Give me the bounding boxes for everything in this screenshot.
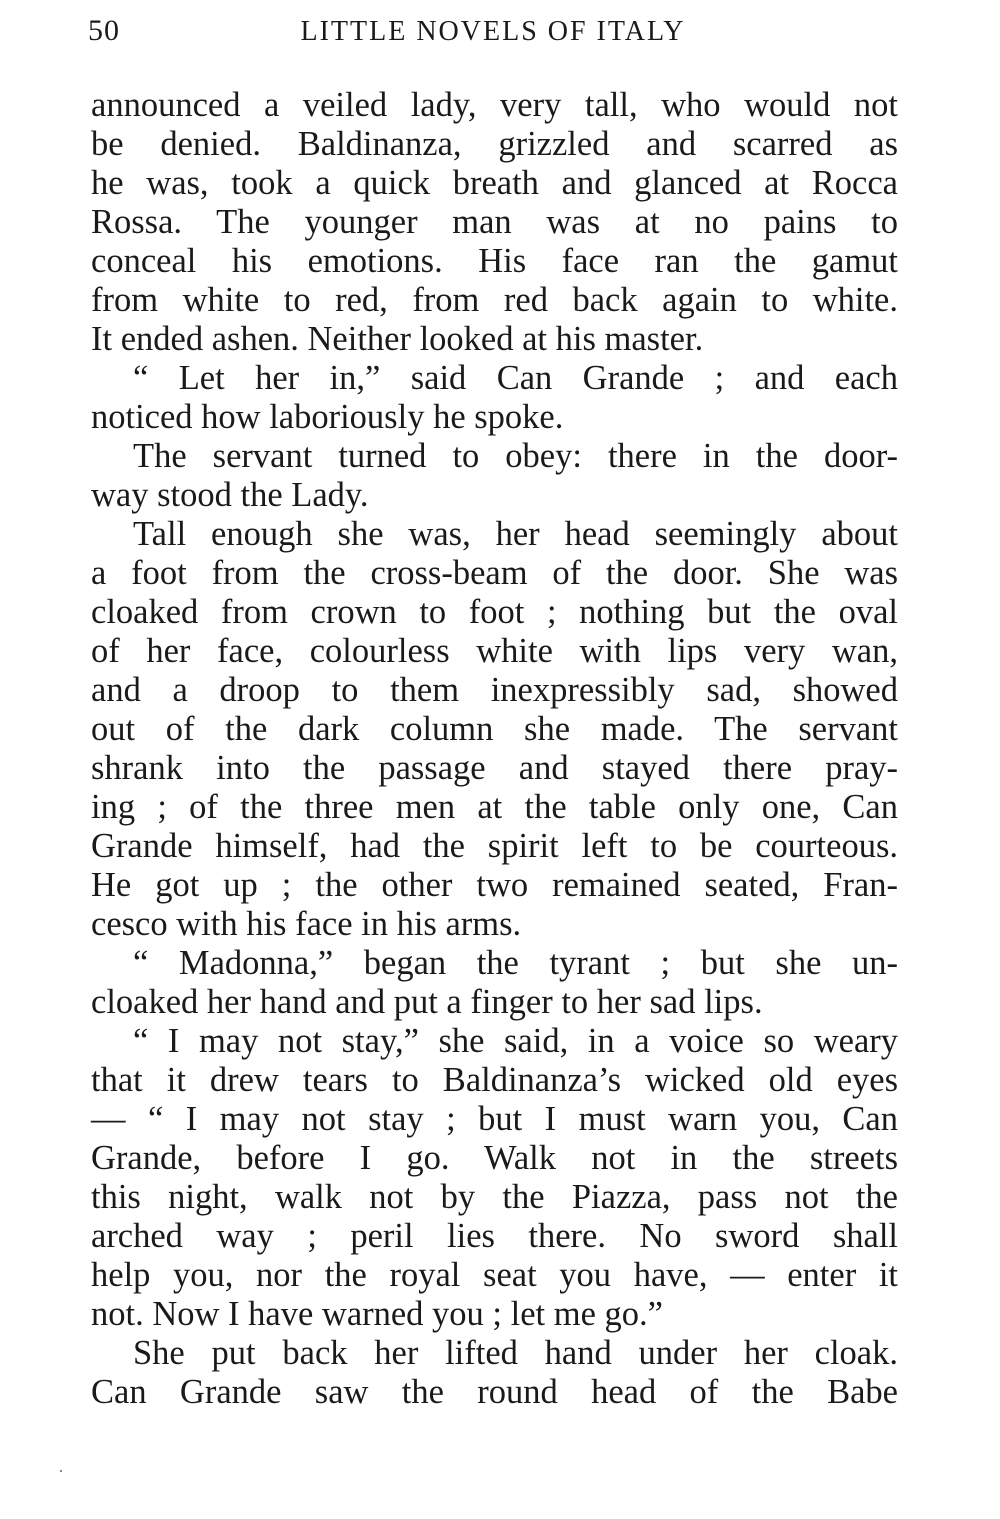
text-line: and a droop to them inexpressibly sad, showed	[91, 671, 898, 709]
running-title: LITTLE NOVELS OF ITALY	[300, 16, 686, 47]
text-line: conceal his emotions. His face ran the gamut	[91, 242, 898, 280]
text-line: Can Grande saw the round head of the Babe	[91, 1373, 898, 1411]
text-line: It ended ashen. Neither looked at his master.	[91, 320, 704, 358]
text-line: arched way ; peril lies there. No sword shall	[91, 1217, 898, 1255]
text-line: Rossa. The younger man was at no pains to	[91, 203, 898, 241]
text-line: Grande himself, had the spirit left to be courteous.	[91, 827, 898, 865]
text-line: cloaked from crown to foot ; nothing but the oval	[91, 593, 898, 631]
text-line: The servant turned to obey: there in the door-	[133, 437, 898, 475]
text-line: ing ; of the three men at the table only one, Can	[91, 788, 898, 826]
text-line: from white to red, from red back again to white.	[91, 281, 898, 319]
text-line: She put back her lifted hand under her cloak.	[133, 1334, 898, 1372]
text-line: be denied. Baldinanza, grizzled and scarred as	[91, 125, 898, 163]
paper-speck	[60, 1470, 62, 1472]
text-line: “ Let her in,” said Can Grande ; and each	[133, 359, 898, 397]
text-line: He got up ; the other two remained seated, Fran-	[91, 866, 898, 904]
text-line: out of the dark column she made. The servant	[91, 710, 898, 748]
text-line: not. Now I have warned you ; let me go.”	[91, 1295, 663, 1333]
body-text	[91, 86, 898, 1412]
text-line: “ I may not stay,” she said, in a voice so weary	[133, 1022, 898, 1060]
page-number: 50	[88, 14, 120, 47]
text-line: cesco with his face in his arms.	[91, 905, 522, 943]
text-line: Grande, before I go. Walk not in the streets	[91, 1139, 898, 1177]
page-header	[88, 14, 898, 54]
text-line: help you, nor the royal seat you have, — enter it	[91, 1256, 898, 1294]
text-line: he was, took a quick breath and glanced at Rocca	[91, 164, 898, 202]
text-line: shrank into the passage and stayed there pray-	[91, 749, 898, 787]
text-line: that it drew tears to Baldinanza’s wicked old eyes	[91, 1061, 898, 1099]
text-line: — “ I may not stay ; but I must warn you, Can	[91, 1100, 898, 1138]
text-line: this night, walk not by the Piazza, pass not the	[91, 1178, 898, 1216]
text-line: announced a veiled lady, very tall, who would not	[91, 86, 898, 124]
text-line: Tall enough she was, her head seemingly about	[133, 515, 898, 553]
text-line: cloaked her hand and put a finger to her sad lips.	[91, 983, 763, 1021]
text-line: “ Madonna,” began the tyrant ; but she un-	[133, 944, 898, 982]
text-line: way stood the Lady.	[91, 476, 369, 514]
text-line: noticed how laboriously he spoke.	[91, 398, 564, 436]
text-line: of her face, colourless white with lips very wan,	[91, 632, 898, 670]
text-line: a foot from the cross-beam of the door. She was	[91, 554, 898, 592]
